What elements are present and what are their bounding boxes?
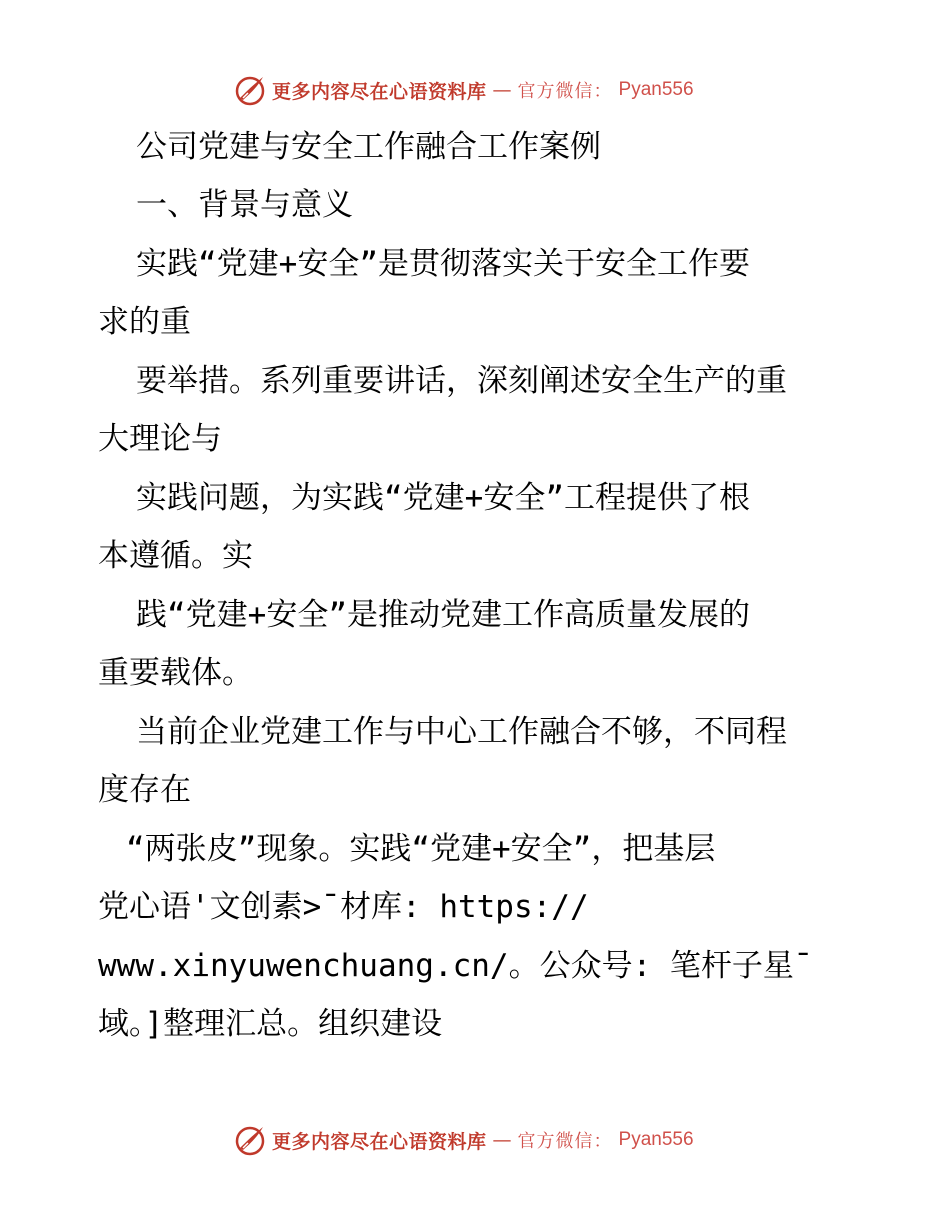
body-line: “两张皮”现象。实践“党建+安全”，把基层 — [126, 831, 716, 867]
body-line: 党心语'文创素>¯材库: https:// — [98, 889, 589, 925]
body-line: www.xinyuwenchuang.cn/。公众号: 笔杆子星¯ — [98, 948, 813, 984]
watermark-text: 更多内容尽在心语资料库 — [272, 80, 487, 103]
quill-logo-icon — [234, 74, 266, 106]
body-line: 求的重 — [98, 304, 191, 340]
body-line: 重要载体。 — [98, 655, 253, 691]
quill-logo-icon — [234, 1124, 266, 1156]
body-line: 大理论与 — [98, 421, 222, 457]
body-line: 本遵循。实 — [98, 538, 253, 574]
watermark-text: 更多内容尽在心语资料库 — [272, 1130, 487, 1153]
document-title: 公司党建与安全工作融合工作案例 — [136, 129, 601, 165]
header-watermark — [234, 73, 694, 107]
watermark-dash: — — [492, 79, 512, 101]
watermark-label: 官方微信： — [517, 81, 613, 102]
body-line: 要举措。系列重要讲话，深刻阐述安全生产的重 — [136, 363, 787, 399]
body-line: 域。]整理汇总。组织建设 — [98, 1006, 443, 1042]
watermark-wechat-id: Pyan556 — [618, 1129, 694, 1150]
body-line: 度存在 — [98, 772, 191, 808]
footer-watermark — [234, 1123, 694, 1157]
section-heading: 一、背景与意义 — [136, 187, 353, 223]
watermark-label: 官方微信： — [517, 1131, 613, 1152]
body-line: 践“党建+安全”是推动党建工作高质量发展的 — [136, 597, 750, 633]
body-line: 当前企业党建工作与中心工作融合不够，不同程 — [136, 714, 787, 750]
body-line: 实践问题，为实践“党建+安全”工程提供了根 — [136, 480, 750, 516]
watermark-dash: — — [492, 1129, 512, 1151]
watermark-wechat-id: Pyan556 — [618, 79, 694, 100]
body-line: 实践“党建+安全”是贯彻落实关于安全工作要 — [136, 246, 750, 282]
